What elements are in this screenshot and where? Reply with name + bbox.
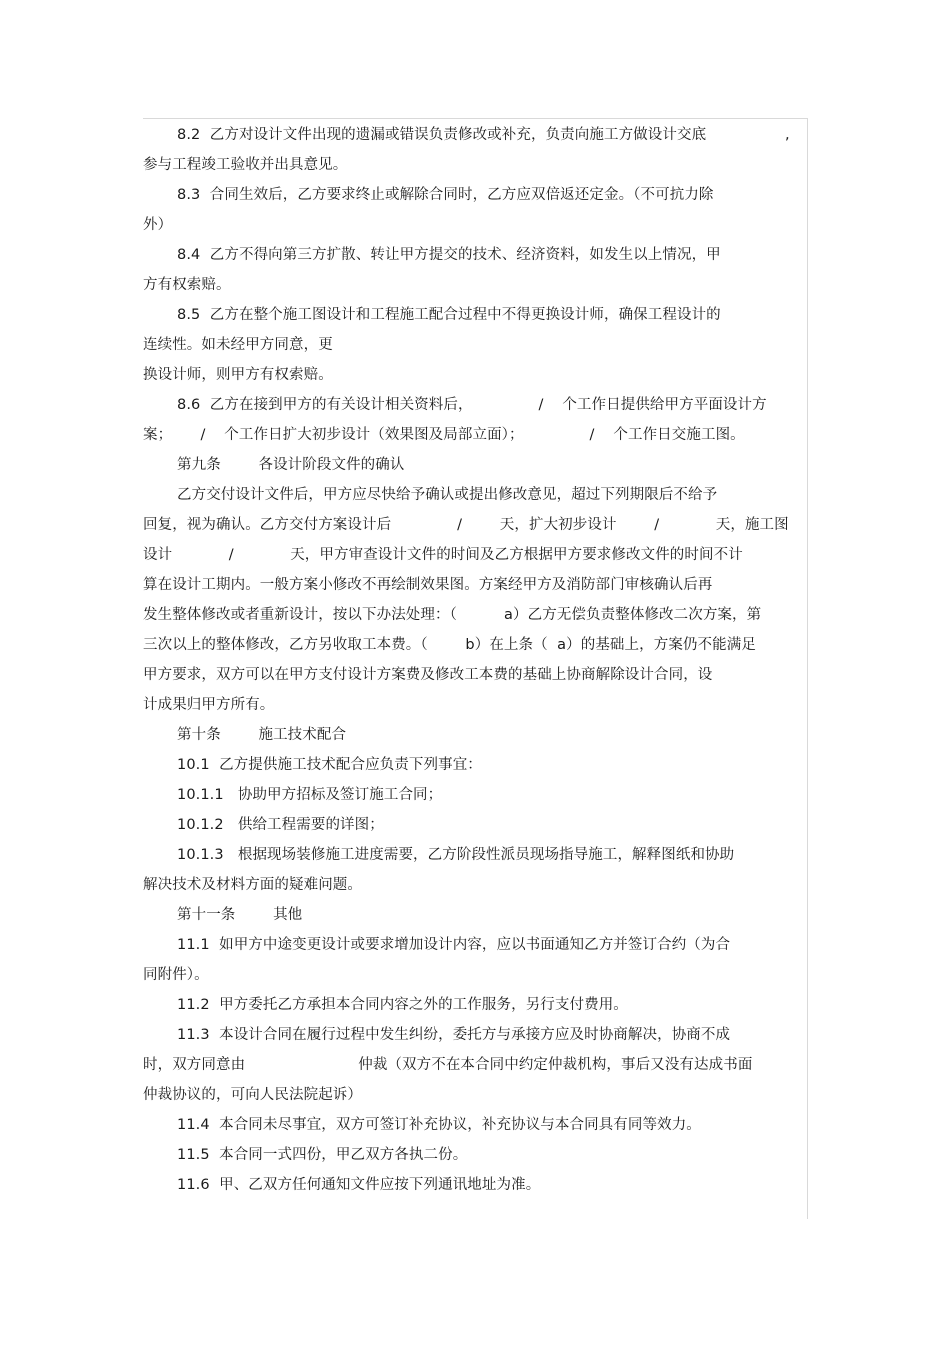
- text-line: 同附件）。: [143, 967, 209, 983]
- clause-11-6: 11.6 甲、乙双方任何通知文件应按下列通讯地址为准。: [177, 1177, 541, 1193]
- clause-8-4: 8.4 乙方不得向第三方扩散、转让甲方提交的技术、经济资料，如发生以上情况，甲: [177, 247, 721, 263]
- text-line: 外）: [143, 217, 173, 233]
- text-line: 参与工程竣工验收并出具意见。: [143, 157, 348, 173]
- text-line: 时，双方同意由 仲裁（双方不在本合同中约定仲裁机构，事后又没有达成书面: [143, 1057, 753, 1073]
- clause-8-5: 8.5 乙方在整个施工图设计和工程施工配合过程中不得更换设计师，确保工程设计的: [177, 307, 721, 323]
- text-line: 换设计师，则甲方有权索赔。: [143, 367, 333, 383]
- clause-8-3: 8.3 合同生效后，乙方要求终止或解除合同时，乙方应双倍返还定金。（不可抗力除: [177, 187, 714, 203]
- text-line: 算在设计工期内。一般方案小修改不再绘制效果图。方案经甲方及消防部门审核确认后再: [143, 577, 713, 593]
- text-line: 甲方要求，双方可以在甲方支付设计方案费及修改工本费的基础上协商解除设计合同，设: [143, 667, 713, 683]
- text-line: 回复，视为确认。乙方交付方案设计后 / 天，扩大初步设计 / 天，施工图: [143, 517, 789, 533]
- text-line: 方有权索赔。: [143, 277, 231, 293]
- clause-10-1-2: 10.1.2 供给工程需要的详图；: [177, 817, 384, 833]
- clause-8-2: 8.2 乙方对设计文件出现的遗漏或错误负责修改或补充，负责向施工方做设计交底: [177, 127, 707, 143]
- clause-10-1: 10.1 乙方提供施工技术配合应负责下列事宜：: [177, 757, 482, 773]
- text-line: 连续性。如未经甲方同意，更: [143, 337, 333, 353]
- text-line: 设计 / 天，甲方审查设计文件的时间及乙方根据甲方要求修改文件的时间不计: [143, 547, 743, 563]
- text-line: 案； / 个工作日扩大初步设计（效果图及局部立面）； / 个工作日交施工图。: [143, 427, 745, 443]
- clause-11-2: 11.2 甲方委托乙方承担本合同内容之外的工作服务，另行支付费用。: [177, 997, 628, 1013]
- text-line: 解决技术及材料方面的疑难问题。: [143, 877, 362, 893]
- text-line: 仲裁协议的，可向人民法院起诉）: [143, 1087, 362, 1103]
- text-line: 计成果归甲方所有。: [143, 697, 275, 713]
- clause-10-1-3: 10.1.3 根据现场装修施工进度需要，乙方阶段性派员现场指导施工，解释图纸和协助: [177, 847, 735, 863]
- article-9-heading: 第九条 各设计阶段文件的确认: [177, 457, 405, 473]
- text-line: 三次以上的整体修改，乙方另收取工本费。（ b）在上条（ a）的基础上，方案仍不能满足: [143, 637, 756, 653]
- clause-11-5: 11.5 本合同一式四份，甲乙双方各执二份。: [177, 1147, 468, 1163]
- text-line: 乙方交付设计文件后，甲方应尽快给予确认或提出修改意见，超过下列期限后不给予: [177, 487, 718, 503]
- text-line: 发生整体修改或者重新设计，按以下办法处理：（ a）乙方无偿负责整体修改二次方案，第: [143, 607, 762, 623]
- article-10-heading: 第十条 施工技术配合: [177, 727, 347, 743]
- clause-11-3: 11.3 本设计合同在履行过程中发生纠纷，委托方与承接方应及时协商解决，协商不成: [177, 1027, 731, 1043]
- clause-8-6: 8.6 乙方在接到甲方的有关设计相关资料后， / 个工作日提供给甲方平面设计方: [177, 397, 767, 413]
- comma-mark: ,: [785, 127, 790, 143]
- article-11-heading: 第十一条 其他: [177, 907, 303, 923]
- clause-11-4: 11.4 本合同未尽事宜，双方可签订补充协议，补充协议与本合同具有同等效力。: [177, 1117, 701, 1133]
- clause-10-1-1: 10.1.1 协助甲方招标及签订施工合同；: [177, 787, 443, 803]
- clause-11-1: 11.1 如甲方中途变更设计或要求增加设计内容，应以书面通知乙方并签订合约（为合: [177, 937, 731, 953]
